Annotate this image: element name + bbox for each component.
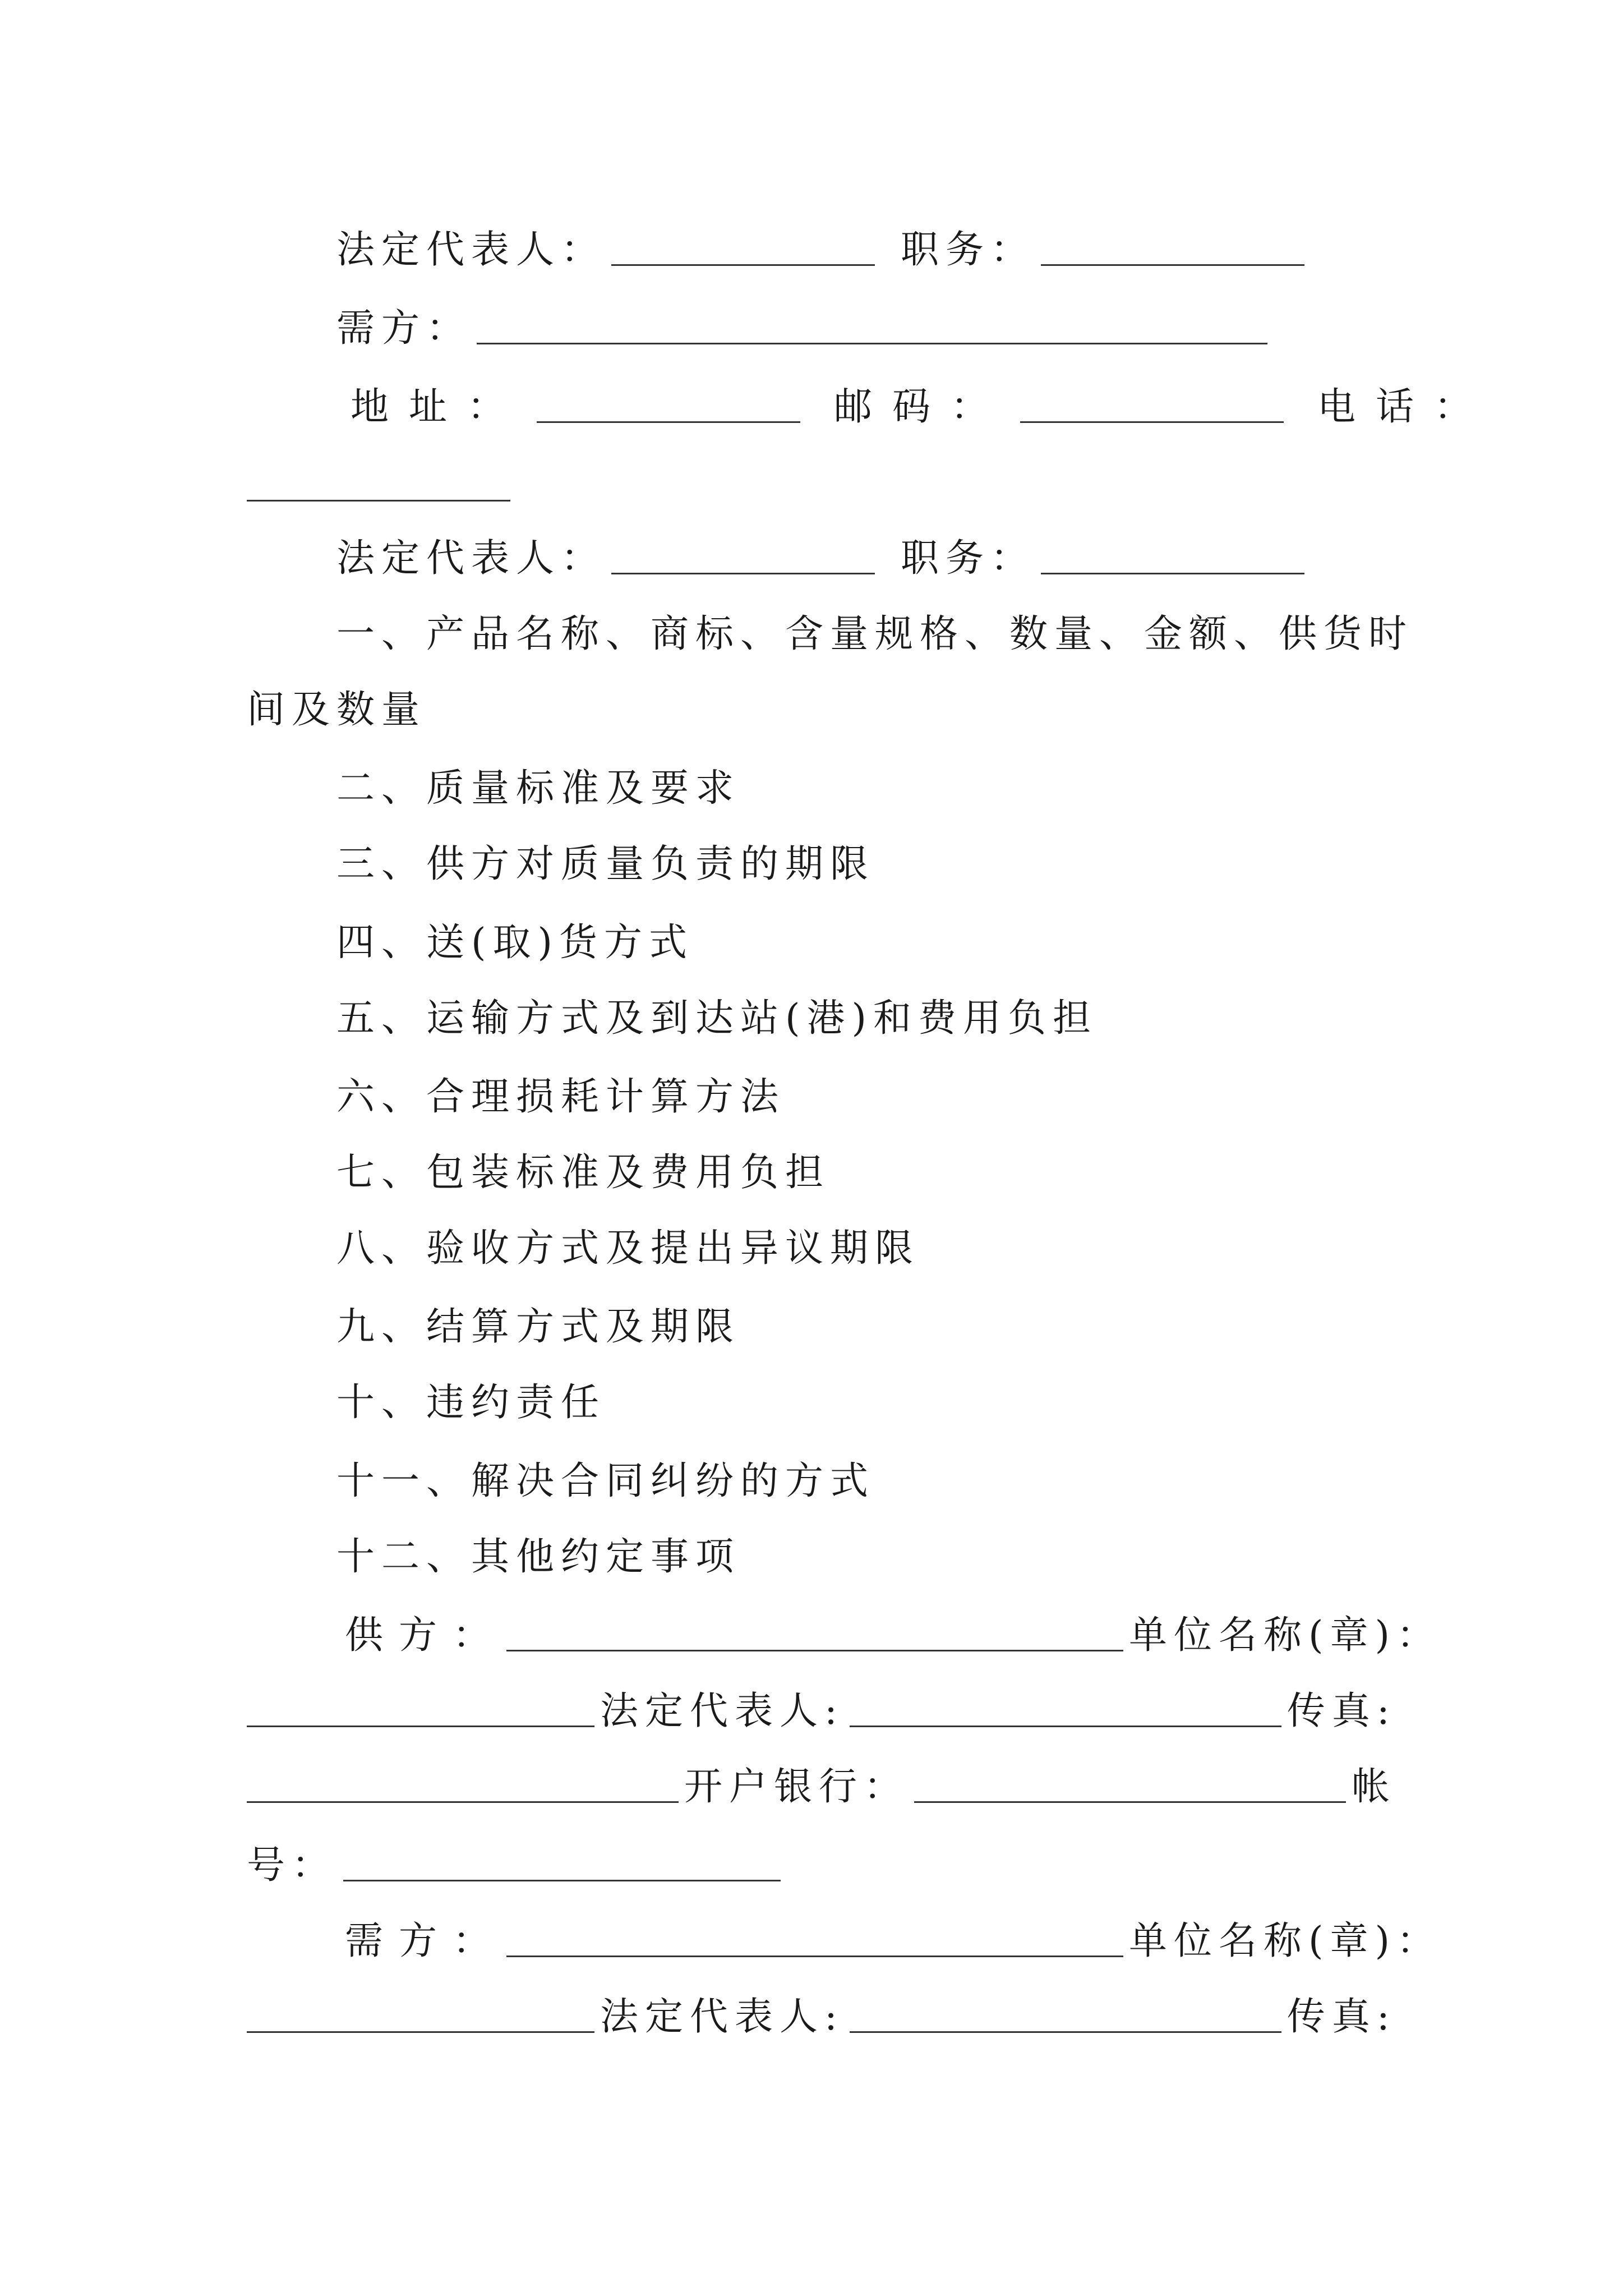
supplier-account-label-part1: 帐 bbox=[1352, 1765, 1397, 1809]
buyer-legal-rep-sign-label: 法定代表人: bbox=[600, 1995, 844, 2039]
buyer-position-label: 职务： bbox=[901, 536, 1036, 581]
buyer-label: 需方： bbox=[336, 306, 472, 351]
supplier-legal-rep-label: 法定代表人: bbox=[600, 1689, 844, 1733]
supplier-account-row bbox=[247, 1823, 781, 1888]
buyer-fax-label: 传真: bbox=[1287, 1995, 1396, 2039]
supplier-sign-row bbox=[345, 1593, 1442, 1658]
supplier-bank-label: 开户银行： bbox=[684, 1765, 909, 1809]
clause-1-continued: 间及数量 bbox=[247, 688, 427, 732]
supplier-party-label: 供方： bbox=[345, 1613, 507, 1658]
position-field[interactable] bbox=[1041, 264, 1304, 266]
phone-label: 电话： bbox=[1317, 385, 1493, 429]
clause-10: 十、违约责任 bbox=[336, 1381, 606, 1425]
address-field[interactable] bbox=[537, 421, 800, 423]
buyer-position-field[interactable] bbox=[1041, 573, 1304, 574]
buyer-legal-rep-field[interactable] bbox=[611, 573, 875, 574]
supplier-bank-field[interactable] bbox=[914, 1801, 1346, 1803]
clause-3: 三、供方对质量负责的期限 bbox=[336, 842, 875, 886]
clause-5: 五、运输方式及到达站(港)和费用负担 bbox=[336, 996, 1098, 1041]
buyer-party-label: 需方： bbox=[345, 1919, 507, 1963]
clause-2: 二、质量标准及要求 bbox=[336, 766, 741, 811]
clause-9: 九、结算方式及期限 bbox=[336, 1305, 741, 1349]
phone-field[interactable] bbox=[247, 500, 510, 501]
buyer-rep-fax-row bbox=[247, 1975, 1396, 2039]
position-label: 职务： bbox=[901, 228, 1036, 272]
supplier-party-field[interactable] bbox=[506, 1650, 1123, 1651]
supplier-rep-fax-row bbox=[247, 1669, 1396, 1731]
supplier-account-label-part2: 号： bbox=[247, 1843, 337, 1888]
supplier-fax-label: 传真: bbox=[1287, 1689, 1396, 1733]
clause-12: 十二、其他约定事项 bbox=[336, 1535, 741, 1579]
supplier-bank-row bbox=[247, 1745, 1397, 1809]
buyer-rep-row bbox=[336, 516, 1304, 581]
legal-rep-label: 法定代表人： bbox=[336, 228, 606, 272]
buyer-name-field[interactable] bbox=[477, 343, 1267, 344]
buyer-legal-rep-sign-field[interactable] bbox=[850, 2031, 1281, 2033]
postcode-label: 邮码： bbox=[834, 385, 1009, 429]
clause-1: 一、产品名称、商标、含量规格、数量、金额、供货时 bbox=[336, 612, 1414, 656]
phone-continuation-row bbox=[247, 443, 510, 505]
clause-11: 十一、解决合同纠纷的方式 bbox=[336, 1459, 875, 1503]
legal-rep-field[interactable] bbox=[611, 264, 875, 266]
buyer-header-row bbox=[336, 286, 1267, 351]
clause-8: 八、验收方式及提出异议期限 bbox=[336, 1226, 920, 1271]
address-label: 地址： bbox=[351, 385, 526, 429]
supplier-account-field[interactable] bbox=[343, 1880, 781, 1881]
supplier-unit-label: 单位名称(章)： bbox=[1129, 1613, 1442, 1658]
postcode-field[interactable] bbox=[1020, 421, 1284, 423]
buyer-unit-field[interactable] bbox=[247, 2031, 594, 2033]
clause-7: 七、包装标准及费用负担 bbox=[336, 1151, 831, 1195]
buyer-legal-rep-label: 法定代表人： bbox=[336, 536, 606, 581]
clause-6: 六、合理损耗计算方法 bbox=[336, 1075, 786, 1119]
supplier-fax-field[interactable] bbox=[247, 1801, 679, 1803]
buyer-party-field[interactable] bbox=[506, 1955, 1123, 1957]
clause-4: 四、送(取)货方式 bbox=[336, 921, 694, 965]
supplier-legal-rep-field[interactable] bbox=[850, 1726, 1281, 1727]
supplier-unit-field[interactable] bbox=[247, 1726, 594, 1727]
buyer-contact-row bbox=[351, 365, 1493, 429]
buyer-unit-label: 单位名称(章)： bbox=[1129, 1919, 1442, 1963]
buyer-sign-row bbox=[345, 1899, 1441, 1961]
supplier-rep-row bbox=[336, 208, 1304, 272]
